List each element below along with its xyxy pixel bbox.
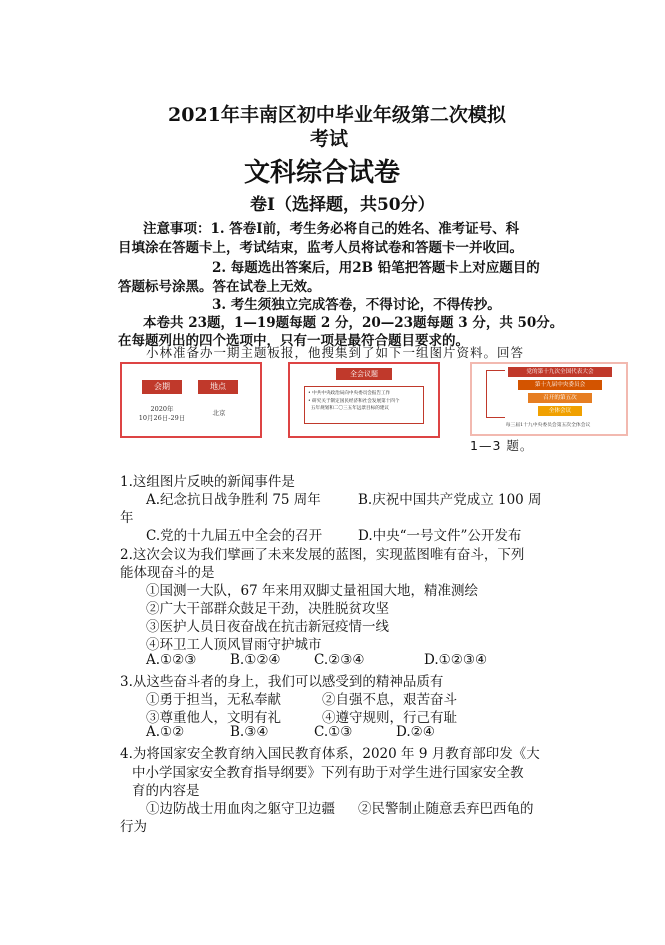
q3-stem: 3.从这些奋斗者的身上，我们可以感受到的精神品质有 <box>120 674 444 690</box>
intro-text: 小林准备办一期主题板报，他搜集到了如下一组图片资料。回答 <box>146 345 525 360</box>
q4-stem-line2: 中小学国家安全教育指导纲要》下列有助于对学生进行国家安全教 <box>132 765 524 781</box>
image1-label-b: 地点 <box>198 380 238 394</box>
exam-title-line2: 考试 <box>310 128 349 150</box>
q4-stem-line3: 育的内容是 <box>132 783 200 799</box>
q1-option-c: C.党的十九届五中全会的召开 <box>146 528 323 544</box>
q1-option-b-wrap: 年 <box>120 510 134 526</box>
image2-title: 全会议题 <box>336 368 392 380</box>
news-image-3 <box>470 362 628 436</box>
q2-option-c: C.②③④ <box>314 652 365 668</box>
image3-stage-2: 第十九届中央委员会 <box>518 380 602 390</box>
note-1a: 注意事项：1. 答卷Ⅰ前，考生务必将自己的姓名、准考证号、科 <box>143 221 520 237</box>
q3-option-a: A.①② <box>146 724 185 740</box>
news-image-2 <box>288 362 440 438</box>
q4-item-2-wrap: 行为 <box>120 819 147 835</box>
news-image-1 <box>120 362 262 438</box>
note-1b: 目填涂在答题卡上，考试结束，监考人员将试卷和答题卡一并收回。 <box>118 240 523 256</box>
image2-line2: • 研究关于制定国民经济和社会发展第十四个 <box>308 399 400 404</box>
q2-item-4: ④环卫工人顶风冒雨守护城市 <box>146 637 322 653</box>
q3-item-4: ④遵守规则，行己有耻 <box>322 710 457 726</box>
q3-item-1: ①勇于担当，无私奉献 <box>146 692 281 708</box>
q4-item-2: ②民警制止随意丢弃巴西龟的 <box>358 801 534 817</box>
q3-option-c: C.①③ <box>314 724 353 740</box>
exam-title-line1: 2021年丰南区初中毕业年级第二次模拟 <box>168 104 506 126</box>
image1-date: 2020年 10月26日-29日 <box>138 405 186 422</box>
q2-option-a: A.①②③ <box>146 652 197 668</box>
q2-item-2: ②广大干部群众鼓足干劲，决胜脱贫攻坚 <box>146 601 389 617</box>
note-4b: 在每题列出的四个选项中，只有一项是最符合题目要求的。 <box>118 333 469 349</box>
image2-line1: • 中共中央政治局向中央委员会报告工作 <box>308 391 391 396</box>
q3-option-d: D.②④ <box>396 724 435 740</box>
q2-option-d: D.①②③④ <box>424 652 488 668</box>
image3-stage-4: 全体会议 <box>538 406 582 416</box>
image3-stage-3: 召开的第五次 <box>528 393 592 403</box>
question-range-label: 1—3 题。 <box>470 438 534 453</box>
section-title: 卷Ⅰ（选择题，共50分） <box>250 195 435 215</box>
q2-item-1: ①国测一大队，67 年来用双脚丈量祖国大地，精准测绘 <box>146 583 478 599</box>
q1-stem: 1.这组图片反映的新闻事件是 <box>120 474 295 490</box>
q2-option-b: B.①②④ <box>230 652 281 668</box>
q2-stem-line1: 2.这次会议为我们擘画了未来发展的蓝图，实现蓝图唯有奋斗，下列 <box>120 547 525 563</box>
q1-option-a: A.纪念抗日战争胜利 75 周年 <box>146 492 321 508</box>
note-4a: 本卷共 23题，1—19题每题 2 分，20—23题每题 3 分，共 50分。 <box>143 315 564 331</box>
image2-content-box <box>304 386 424 424</box>
q3-option-b: B.③④ <box>230 724 269 740</box>
image3-bracket <box>486 370 505 418</box>
image3-stage-1: 党的第十九次全国代表大会 <box>508 367 612 377</box>
image1-label-a: 会期 <box>142 380 182 394</box>
note-2a: 2. 每题选出答案后，用2B 铅笔把答题卡上对应题目的 <box>212 260 540 276</box>
q4-item-1: ①边防战士用血肉之躯守卫边疆 <box>146 801 335 817</box>
image2-line3: 五年规划和二〇三五年远景目标的建议 <box>308 406 390 411</box>
image1-place: 北京 <box>212 409 226 417</box>
q1-option-b: B.庆祝中国共产党成立 100 周 <box>358 492 542 508</box>
q1-option-d: D.中央“一号文件”公开发布 <box>358 528 522 544</box>
exam-main-title: 文科综合试卷 <box>244 158 401 188</box>
q2-stem-line2: 能体现奋斗的是 <box>120 565 215 581</box>
q2-item-3: ③医护人员日夜奋战在抗击新冠疫情一线 <box>146 619 389 635</box>
q4-stem-line1: 4.为将国家安全教育纳入国民教育体系，2020 年 9 月教育部印发《大 <box>120 746 540 762</box>
image3-caption: 每三届1十九中央委员会第五次全体会议 <box>505 423 591 428</box>
q3-item-2: ②自强不息，艰苦奋斗 <box>322 692 457 708</box>
note-3: 3. 考生须独立完成答卷，不得讨论，不得传抄。 <box>212 297 501 313</box>
q3-item-3: ③尊重他人，文明有礼 <box>146 710 281 726</box>
note-2b: 答题标号涂黑。答在试卷上无效。 <box>118 279 321 295</box>
